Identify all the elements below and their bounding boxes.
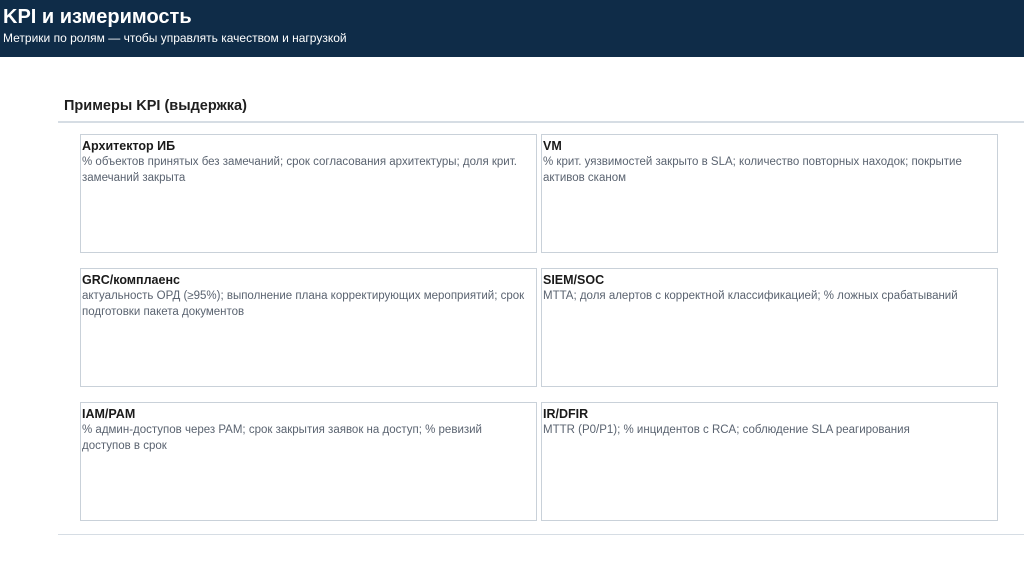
kpi-card-title: SIEM/SOC [543, 273, 605, 287]
kpi-card-vm [541, 134, 998, 253]
kpi-card-security-architect [80, 134, 537, 253]
kpi-card-title: Архитектор ИБ [82, 139, 176, 153]
page-subtitle: Метрики по ролям — чтобы управлять качеством и нагрузкой [3, 31, 347, 45]
section-divider [58, 121, 1024, 123]
kpi-card-text: MTTA; доля алертов с корректной классификацией; % ложных срабатываний [543, 290, 958, 302]
kpi-card-ir-dfir [541, 402, 998, 521]
kpi-card-title: IR/DFIR [543, 407, 589, 421]
kpi-card-text: MTTR (P0/P1); % инцидентов с RCA; соблюдение SLA реагирования [543, 424, 910, 436]
kpi-card-text: % админ-доступов через PAM; срок закрытия заявок на доступ; % ревизий доступов в срок [82, 424, 482, 452]
kpi-card-title: VM [543, 139, 562, 153]
kpi-card-grc [80, 268, 537, 387]
kpi-card-title: GRC/комплаенс [82, 273, 180, 287]
bottom-divider [58, 534, 1024, 535]
page-title: KPI и измеримость [3, 6, 192, 28]
kpi-card-title: IAM/PAM [82, 407, 136, 421]
kpi-card-text: актуальность ОРД (≥95%); выполнение плана корректирующих мероприятий; срок подготовки пакета документов [82, 290, 525, 318]
kpi-card-iam-pam [80, 402, 537, 521]
kpi-card-text: % крит. уязвимостей закрыто в SLA; количество повторных находок; покрытие активов сканом [543, 156, 962, 184]
header-bar [0, 0, 1024, 57]
kpi-card-text: % объектов принятых без замечаний; срок согласования архитектуры; доля крит. замечаний закрыта [82, 156, 517, 184]
section-title: Примеры KPI (выдержка) [64, 98, 247, 114]
kpi-card-siem-soc [541, 268, 998, 387]
